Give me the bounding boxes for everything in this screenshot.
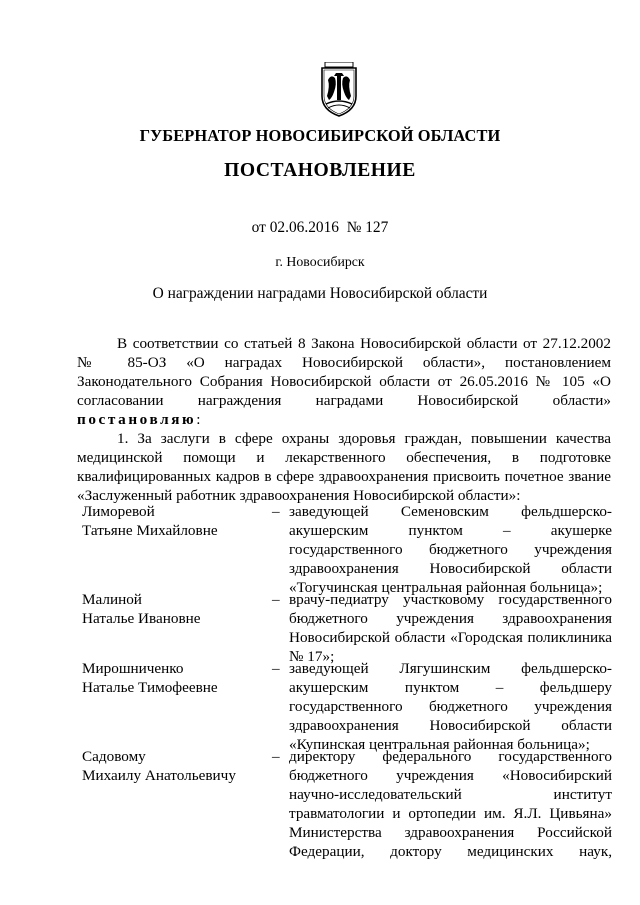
awardee-name bbox=[82, 590, 272, 628]
awardee-given-name: Михаилу Анатольевичу bbox=[82, 767, 236, 784]
position-line: акушерским пунктом – акушерке bbox=[289, 522, 612, 539]
position-line: № 17»; bbox=[289, 648, 335, 665]
awardee-surname: Мирошниченко bbox=[82, 660, 184, 677]
position-line: Новосибирской области «Городская поликлиника bbox=[289, 629, 612, 646]
preamble-line: Законодательного Собрания Новосибирской области от 26.05.2016 № 105 «О bbox=[77, 373, 611, 390]
position-line: Министерства здравоохранения Российской bbox=[289, 824, 612, 841]
awardee-given-name: Наталье Тимофеевне bbox=[82, 679, 218, 696]
decree-line bbox=[77, 410, 611, 429]
awardee-entry bbox=[82, 590, 612, 665]
position-line: научно-исследовательский институт bbox=[289, 786, 612, 803]
awardee-name bbox=[82, 502, 272, 540]
position-line: акушерским пунктом – фельдшеру bbox=[289, 679, 612, 696]
awardee-position bbox=[289, 659, 612, 754]
awardee-given-name: Наталье Ивановне bbox=[82, 610, 201, 627]
position-line: директору федерального государственного bbox=[289, 748, 612, 765]
issuing-authority: ГУБЕРНАТОР НОВОСИБИРСКОЙ ОБЛАСТИ bbox=[139, 126, 501, 145]
position-line: заведующей Лягушинским фельдшерско- bbox=[289, 660, 612, 677]
awardee-entry bbox=[82, 747, 612, 861]
position-line: здравоохранения Новосибирской области bbox=[289, 717, 612, 734]
awardee-surname: Малиной bbox=[82, 591, 142, 608]
issue-city: г. Новосибирск bbox=[275, 254, 365, 269]
preamble-line: № 85-ОЗ «О наградах Новосибирской области», постановлением bbox=[77, 354, 611, 371]
position-line: заведующей Семеновским фельдшерско- bbox=[289, 503, 612, 520]
awardee-position bbox=[289, 747, 612, 861]
awardee-entry bbox=[82, 502, 612, 596]
point-1-line: «Заслуженный работник здравоохранения Новосибирской области»: bbox=[77, 487, 521, 504]
awardee-dash: – bbox=[272, 503, 280, 520]
preamble-line: согласовании награждения наградами Новосибирской области» bbox=[77, 392, 611, 409]
awardee-list bbox=[82, 502, 612, 861]
preamble-line: В соответствии со статьей 8 Закона Новосибирской области от 27.12.2002 bbox=[117, 335, 611, 352]
position-line: Федерации, доктору медицинских наук, bbox=[289, 843, 612, 860]
novosibirsk-coat-of-arms-icon bbox=[316, 62, 362, 118]
document-date-number bbox=[0, 219, 640, 237]
position-line: государственного бюджетного учреждения bbox=[289, 698, 612, 715]
position-line: здравоохранения Новосибирской области bbox=[289, 560, 612, 577]
awardee-dash: – bbox=[272, 748, 280, 765]
awardee-position bbox=[289, 502, 612, 597]
point-1-line: 1. За заслуги в сфере охраны здоровья граждан, повышении качества bbox=[117, 430, 611, 447]
awardee-surname: Лиморевой bbox=[82, 503, 155, 520]
awardee-dash: – bbox=[272, 591, 280, 608]
decree-colon: : bbox=[196, 411, 201, 428]
position-line: травматологии и ортопедии им. Я.Л. Цивьяна» bbox=[289, 805, 612, 822]
awardee-position bbox=[289, 590, 612, 666]
decree-word: постановляю bbox=[77, 411, 197, 428]
date-number-text: от 02.06.2016 № 127 bbox=[251, 219, 389, 236]
position-line: «Тогучинская центральная районная больница»; bbox=[289, 579, 603, 596]
awardee-given-name: Татьяне Михайловне bbox=[82, 522, 218, 539]
document-type: ПОСТАНОВЛЕНИЕ bbox=[224, 160, 416, 181]
awardee-dash: – bbox=[272, 660, 280, 677]
position-line: врачу-педиатру участковому государственного bbox=[289, 591, 612, 608]
point-1-paragraph bbox=[77, 429, 611, 505]
position-line: бюджетного учреждения здравоохранения bbox=[289, 610, 612, 627]
awardee-name bbox=[82, 659, 272, 697]
point-1-line: квалифицированных кадров в сфере здравоохранения присвоить почетное звание bbox=[77, 468, 611, 485]
awardee-surname: Садовому bbox=[82, 748, 146, 765]
preamble-paragraph bbox=[77, 334, 611, 429]
awardee-entry bbox=[82, 659, 612, 753]
position-line: бюджетного учреждения «Новосибирский bbox=[289, 767, 612, 784]
point-1-line: медицинской помощи и лекарственного обеспечения, в подготовке bbox=[77, 449, 611, 466]
position-line: «Купинская центральная районная больница»; bbox=[289, 736, 590, 753]
awardee-name bbox=[82, 747, 272, 785]
position-line: государственного бюджетного учреждения bbox=[289, 541, 612, 558]
document-subject: О награждении наградами Новосибирской области bbox=[152, 285, 488, 302]
